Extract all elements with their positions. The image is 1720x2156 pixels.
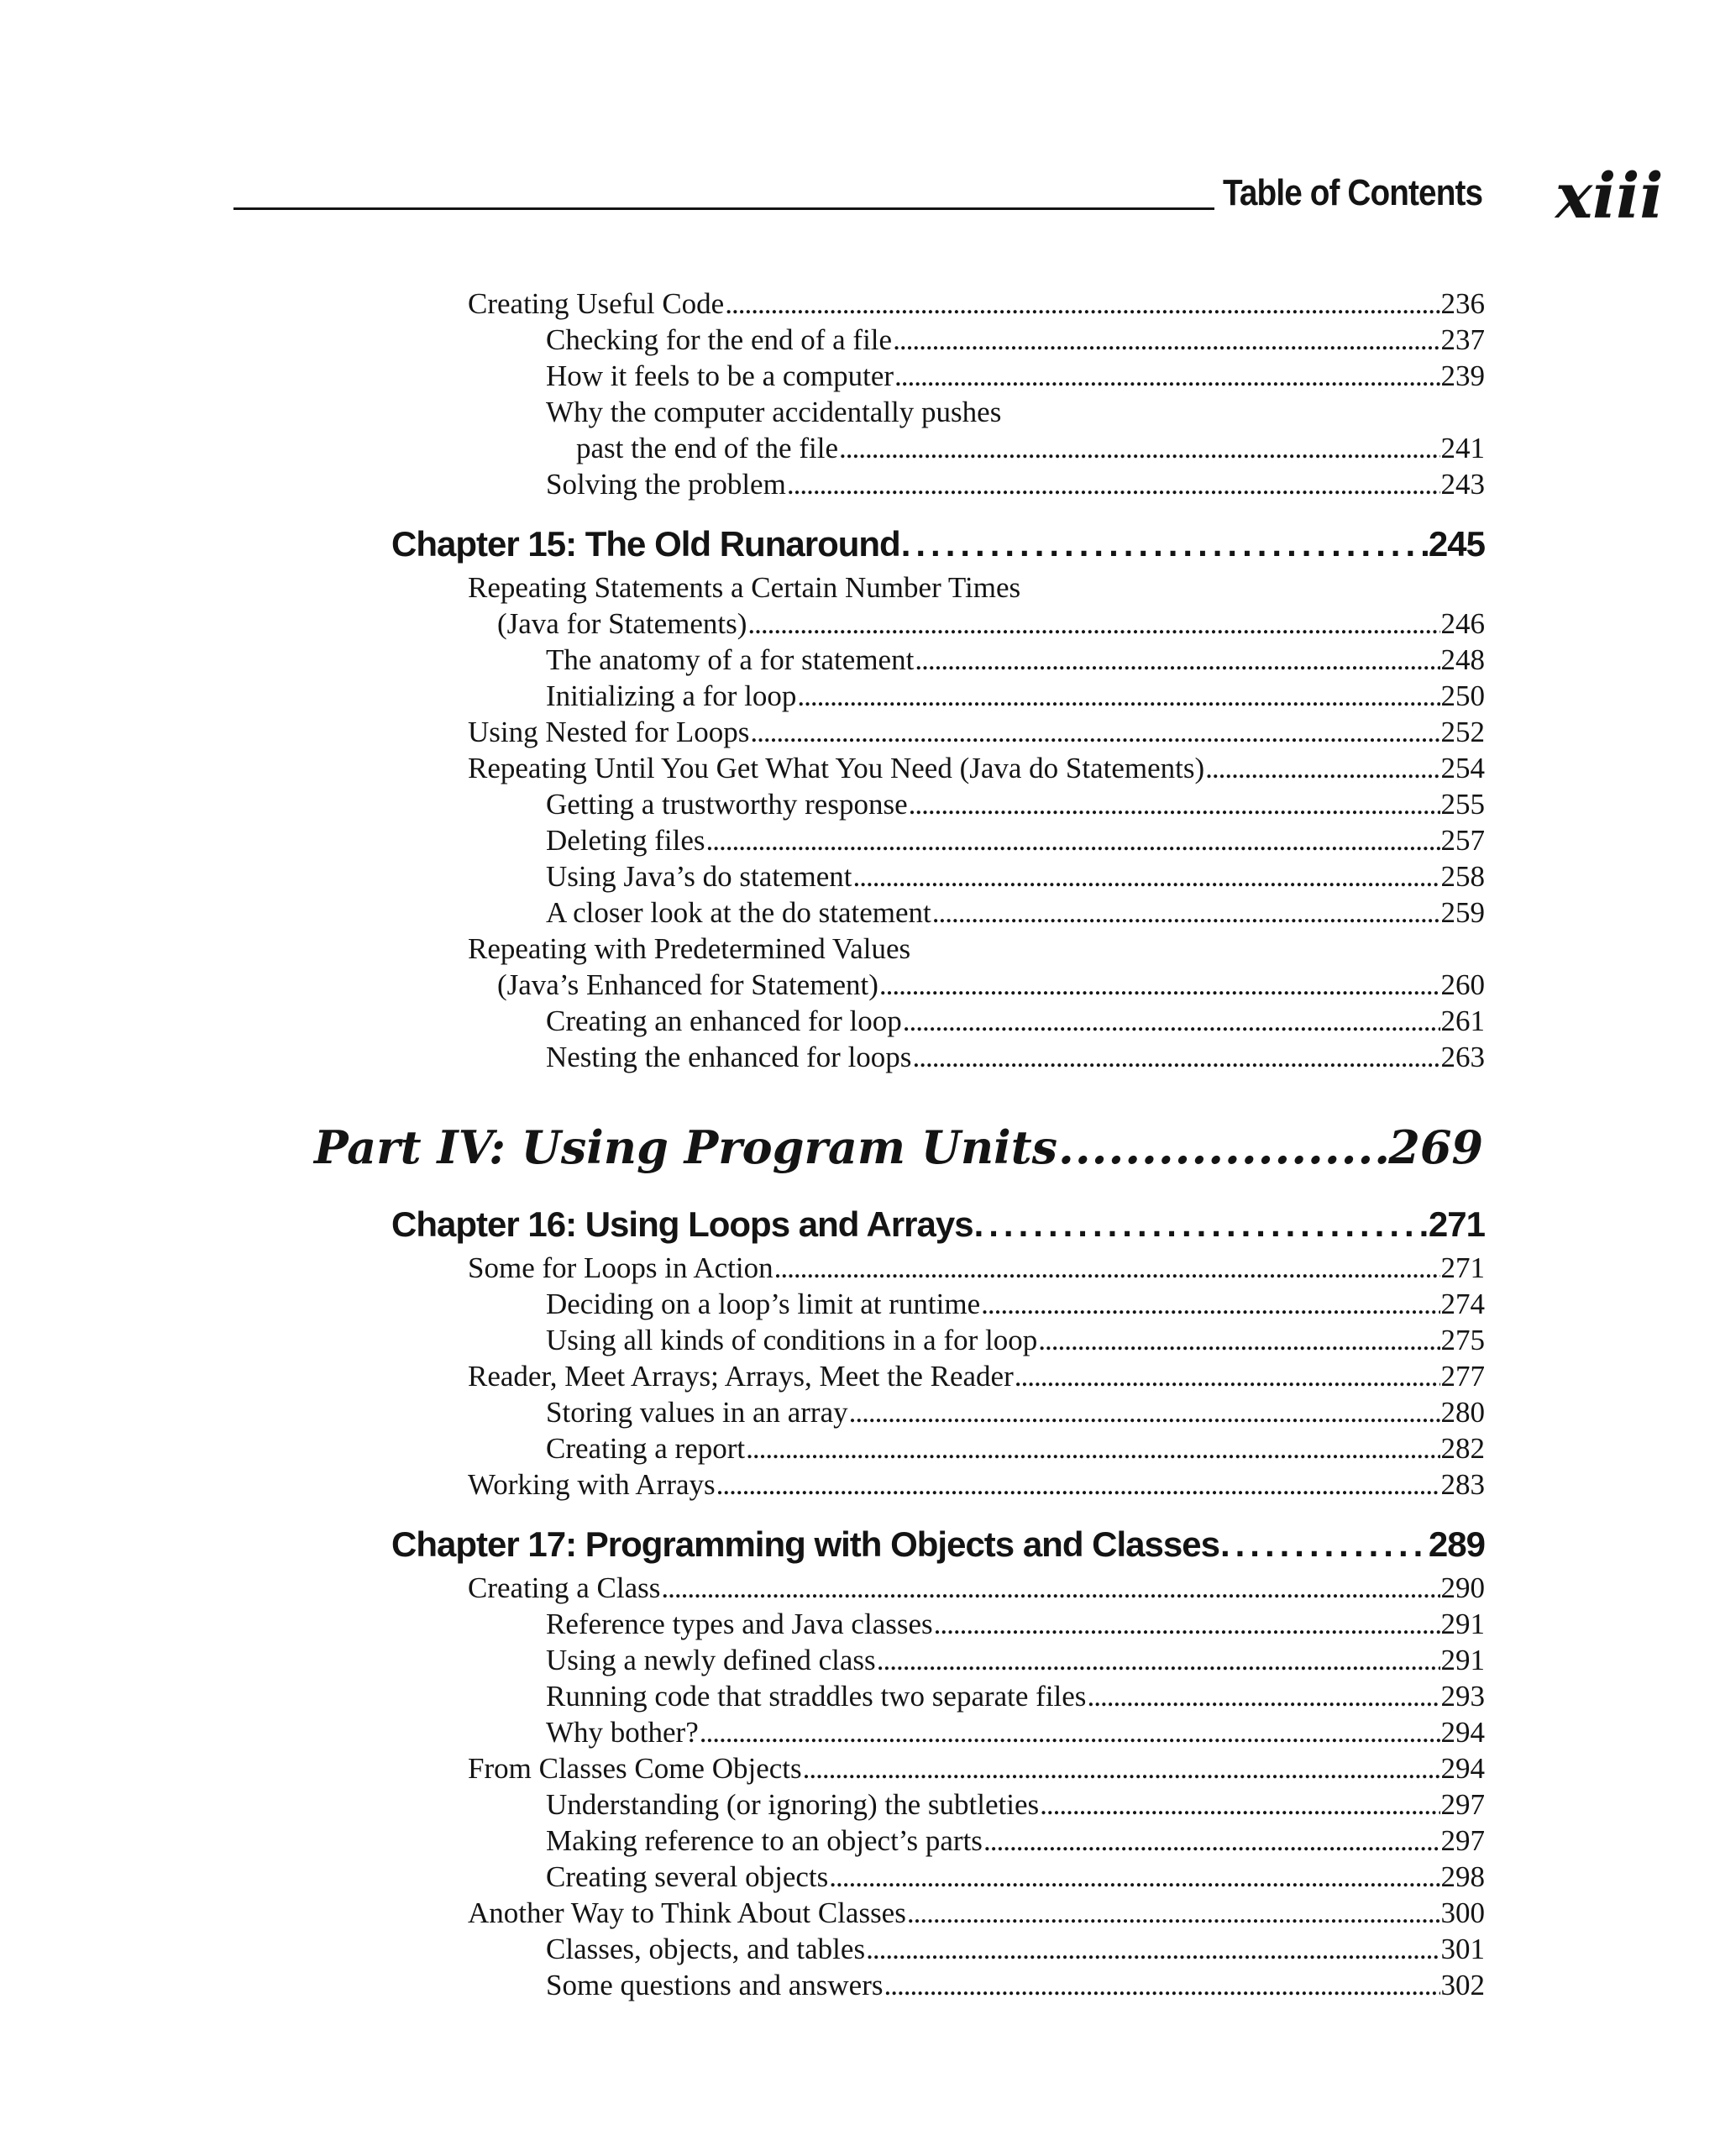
- toc-entry-title: Working with Arrays: [468, 1468, 716, 1501]
- toc-page-number: 294: [1440, 1716, 1485, 1749]
- toc-page-number: 271: [1440, 1251, 1485, 1284]
- toc-page-number: 248: [1440, 643, 1485, 676]
- dot-leader: [907, 1895, 1440, 1931]
- toc-page-number: 252: [1440, 716, 1485, 748]
- toc-page-number: 243: [1440, 468, 1485, 501]
- toc-entry-line: [468, 569, 1485, 606]
- dot-leader: [725, 286, 1439, 322]
- toc-entry-title: From Classes Come Objects: [468, 1752, 802, 1785]
- toc-page-number: 236: [1440, 287, 1485, 320]
- toc-page-number: 297: [1440, 1788, 1485, 1821]
- toc-entry[interactable]: [468, 1358, 1485, 1394]
- toc-page-number: 274: [1440, 1288, 1485, 1320]
- toc-page-number: 293: [1440, 1680, 1485, 1713]
- toc-page-number: 301: [1440, 1933, 1485, 1965]
- toc-entry-title: Initializing a for loop: [546, 679, 797, 712]
- toc-page-number: 239: [1440, 359, 1485, 392]
- toc-page-number: 259: [1440, 896, 1485, 929]
- toc-page-number: 254: [1440, 752, 1485, 784]
- toc-entry[interactable]: [546, 1931, 1485, 1967]
- toc-entry-title: Another Way to Think About Classes: [468, 1896, 906, 1929]
- toc-entry-title: Reader, Meet Arrays; Arrays, Meet the Reader: [468, 1360, 1014, 1393]
- toc-entry-title: Repeating Until You Get What You Need (Java do Statements): [468, 752, 1205, 784]
- toc-entry[interactable]: [546, 786, 1485, 822]
- toc-page-number: 280: [1440, 1396, 1485, 1429]
- toc-entry-title: Storing values in an array: [546, 1396, 848, 1429]
- toc-page-number: 277: [1440, 1360, 1485, 1393]
- toc-entry-title: Some for Loops in Action: [468, 1251, 773, 1284]
- toc-entry-title: Classes, objects, and tables: [546, 1933, 866, 1965]
- toc-page-number: 255: [1440, 788, 1485, 821]
- dot-leader: [877, 1642, 1440, 1678]
- toc-entry[interactable]: [468, 1895, 1485, 1931]
- toc-entry-title: How it feels to be a computer: [546, 359, 894, 392]
- toc-page-number: 260: [1440, 968, 1485, 1001]
- dot-leader: [849, 1394, 1440, 1430]
- dot-leader: [909, 786, 1440, 822]
- toc-page-number: 241: [1440, 432, 1485, 464]
- toc-entry[interactable]: [546, 1967, 1485, 2003]
- dot-leader: [932, 894, 1440, 931]
- toc-chapter-title: Chapter 16: Using Loops and Arrays: [391, 1204, 973, 1244]
- dot-leader: [716, 1466, 1440, 1503]
- toc-entry-title: Creating an enhanced for loop: [546, 1005, 902, 1037]
- dot-leader: [750, 714, 1439, 750]
- toc-entry-title: Reference types and Java classes: [546, 1608, 933, 1640]
- dot-leader: [853, 858, 1440, 894]
- toc-entry-title: Solving the problem: [546, 468, 786, 501]
- dot-leader: [912, 1039, 1439, 1075]
- toc-entry-continuation: (Java for Statements): [497, 607, 747, 640]
- dot-leader: [983, 1823, 1440, 1859]
- dot-leader: [787, 466, 1440, 502]
- toc-entry[interactable]: [546, 1859, 1485, 1895]
- toc-page-number: 263: [1440, 1041, 1485, 1073]
- toc-entry[interactable]: [546, 1642, 1485, 1678]
- dot-leader: [974, 1201, 1428, 1248]
- dot-leader: [866, 1931, 1439, 1967]
- toc-entry-continuation: (Java’s Enhanced for Statement): [497, 968, 878, 1001]
- dot-leader: [747, 606, 1439, 642]
- dot-leader: [839, 430, 1440, 466]
- header-rule: [233, 207, 1214, 210]
- dot-leader: [829, 1859, 1439, 1895]
- toc-entry[interactable]: [497, 606, 1485, 642]
- toc-entry[interactable]: [546, 678, 1485, 714]
- dot-leader: [915, 642, 1439, 678]
- toc-entry-title: Using a newly defined class: [546, 1644, 876, 1676]
- toc-entry-title: Creating a report: [546, 1432, 746, 1465]
- toc-entry[interactable]: [546, 322, 1485, 358]
- toc-entry[interactable]: [546, 1322, 1485, 1358]
- toc-page-number: 269: [1388, 1120, 1483, 1174]
- toc-entry-title: Some questions and answers: [546, 1969, 884, 2001]
- toc-part-title: Part IV: Using Program Units: [314, 1120, 1058, 1174]
- dot-leader: [1220, 1521, 1428, 1568]
- toc-entry[interactable]: [546, 1394, 1485, 1430]
- dot-leader: [884, 1967, 1439, 2003]
- toc-entry[interactable]: [546, 1714, 1485, 1750]
- toc-entry-title: Creating a Class: [468, 1571, 661, 1604]
- toc-entry[interactable]: [546, 894, 1485, 931]
- toc-entry-title: Using Nested for Loops: [468, 716, 750, 748]
- toc-entry[interactable]: [546, 466, 1485, 502]
- toc-page-number: 250: [1440, 679, 1485, 712]
- toc-page-number: 302: [1440, 1969, 1485, 2001]
- toc-entry[interactable]: [468, 750, 1485, 786]
- toc-entry[interactable]: [497, 967, 1485, 1003]
- toc-entry[interactable]: [546, 1003, 1485, 1039]
- dot-leader: [981, 1286, 1439, 1322]
- toc-entry[interactable]: [546, 858, 1485, 894]
- dot-leader: [774, 1250, 1440, 1286]
- dot-leader: [1205, 750, 1439, 786]
- toc-chapter[interactable]: [391, 1201, 1485, 1248]
- toc-entry-title: Making reference to an object’s parts: [546, 1824, 983, 1857]
- toc-entry[interactable]: [546, 358, 1485, 394]
- toc-entry-continuation: past the end of the file: [576, 432, 838, 464]
- toc-entry-title: Repeating with Predetermined Values: [468, 932, 911, 965]
- toc-entry[interactable]: [546, 1823, 1485, 1859]
- toc-entry-title: Getting a trustworthy response: [546, 788, 908, 821]
- toc-entry-line: [546, 394, 1485, 430]
- toc-page-number: 289: [1428, 1524, 1485, 1564]
- toc-entry-title: Checking for the end of a file: [546, 323, 893, 356]
- toc-chapter[interactable]: [391, 521, 1485, 568]
- toc-entry-title: Using all kinds of conditions in a for loop: [546, 1324, 1038, 1356]
- toc-page-number: 257: [1440, 824, 1485, 857]
- toc-entry-title: Creating several objects: [546, 1860, 829, 1893]
- toc-page-number: 300: [1440, 1896, 1485, 1929]
- toc-entry[interactable]: [468, 1570, 1485, 1606]
- toc-entry[interactable]: [546, 1039, 1485, 1075]
- toc-entry[interactable]: [546, 1286, 1485, 1322]
- toc-page-number: 246: [1440, 607, 1485, 640]
- toc-page-number: 291: [1440, 1644, 1485, 1676]
- toc-entry-title: The anatomy of a for statement: [546, 643, 915, 676]
- dot-leader: [1058, 1117, 1387, 1178]
- dot-leader: [700, 1714, 1440, 1750]
- page-number: xiii: [1555, 160, 1664, 233]
- toc-entry[interactable]: [468, 714, 1485, 750]
- toc-entry-line: [468, 931, 1485, 967]
- toc-entry-title: Running code that straddles two separate files: [546, 1680, 1087, 1713]
- toc-entry-title: Why the computer accidentally pushes: [546, 396, 1002, 428]
- dot-leader: [1040, 1786, 1439, 1823]
- toc-page-number: 261: [1440, 1005, 1485, 1037]
- toc-part[interactable]: [314, 1117, 1483, 1178]
- dot-leader: [797, 678, 1439, 714]
- toc-page-number: 290: [1440, 1571, 1485, 1604]
- toc-chapter-title: Chapter 15: The Old Runaround: [391, 524, 900, 564]
- toc-entry[interactable]: [546, 1430, 1485, 1466]
- toc-page-number: 294: [1440, 1752, 1485, 1785]
- dot-leader: [1015, 1358, 1440, 1394]
- toc-entry-title: Deleting files: [546, 824, 705, 857]
- toc-entry[interactable]: [468, 1250, 1485, 1286]
- toc-page-number: 237: [1440, 323, 1485, 356]
- toc-page-number: 297: [1440, 1824, 1485, 1857]
- toc-entry-title: Deciding on a loop’s limit at runtime: [546, 1288, 981, 1320]
- dot-leader: [894, 358, 1439, 394]
- toc-page-number: 275: [1440, 1324, 1485, 1356]
- toc-page-number: 282: [1440, 1432, 1485, 1465]
- toc-chapter[interactable]: [391, 1521, 1485, 1568]
- dot-leader: [879, 967, 1440, 1003]
- dot-leader: [1087, 1678, 1439, 1714]
- toc-entry[interactable]: [468, 1466, 1485, 1503]
- toc-entry-title: Creating Useful Code: [468, 287, 725, 320]
- toc-entry-title: Why bother?: [546, 1716, 699, 1749]
- toc-entry[interactable]: [546, 1606, 1485, 1642]
- toc-entry-title: A closer look at the do statement: [546, 896, 931, 929]
- dot-leader: [661, 1570, 1439, 1606]
- toc-page-number: 258: [1440, 860, 1485, 893]
- toc-page-number: 298: [1440, 1860, 1485, 1893]
- dot-leader: [803, 1750, 1440, 1786]
- toc-page-number: 291: [1440, 1608, 1485, 1640]
- toc-entry[interactable]: [546, 1786, 1485, 1823]
- toc-entry-title: Using Java’s do statement: [546, 860, 852, 893]
- dot-leader: [903, 1003, 1440, 1039]
- toc-chapter-title: Chapter 17: Programming with Objects and Classes: [391, 1524, 1219, 1564]
- toc-entry-title: Understanding (or ignoring) the subtleties: [546, 1788, 1040, 1821]
- dot-leader: [893, 322, 1439, 358]
- toc-page-number: 245: [1428, 524, 1485, 564]
- dot-leader: [706, 822, 1440, 858]
- toc-entry[interactable]: [546, 1678, 1485, 1714]
- toc-entry[interactable]: [468, 286, 1485, 322]
- toc-entry-title: Nesting the enhanced for loops: [546, 1041, 912, 1073]
- toc-entry[interactable]: [546, 642, 1485, 678]
- toc-entry[interactable]: [576, 430, 1485, 466]
- dot-leader: [746, 1430, 1439, 1466]
- dot-leader: [934, 1606, 1440, 1642]
- toc-entry[interactable]: [468, 1750, 1485, 1786]
- toc-page-number: 271: [1428, 1204, 1485, 1244]
- dot-leader: [901, 521, 1428, 568]
- dot-leader: [1038, 1322, 1439, 1358]
- toc-entry[interactable]: [546, 822, 1485, 858]
- toc-entry-title: Repeating Statements a Certain Number Times: [468, 571, 1021, 604]
- running-head-title: Table of Contents: [1223, 172, 1483, 213]
- toc-page-number: 283: [1440, 1468, 1485, 1501]
